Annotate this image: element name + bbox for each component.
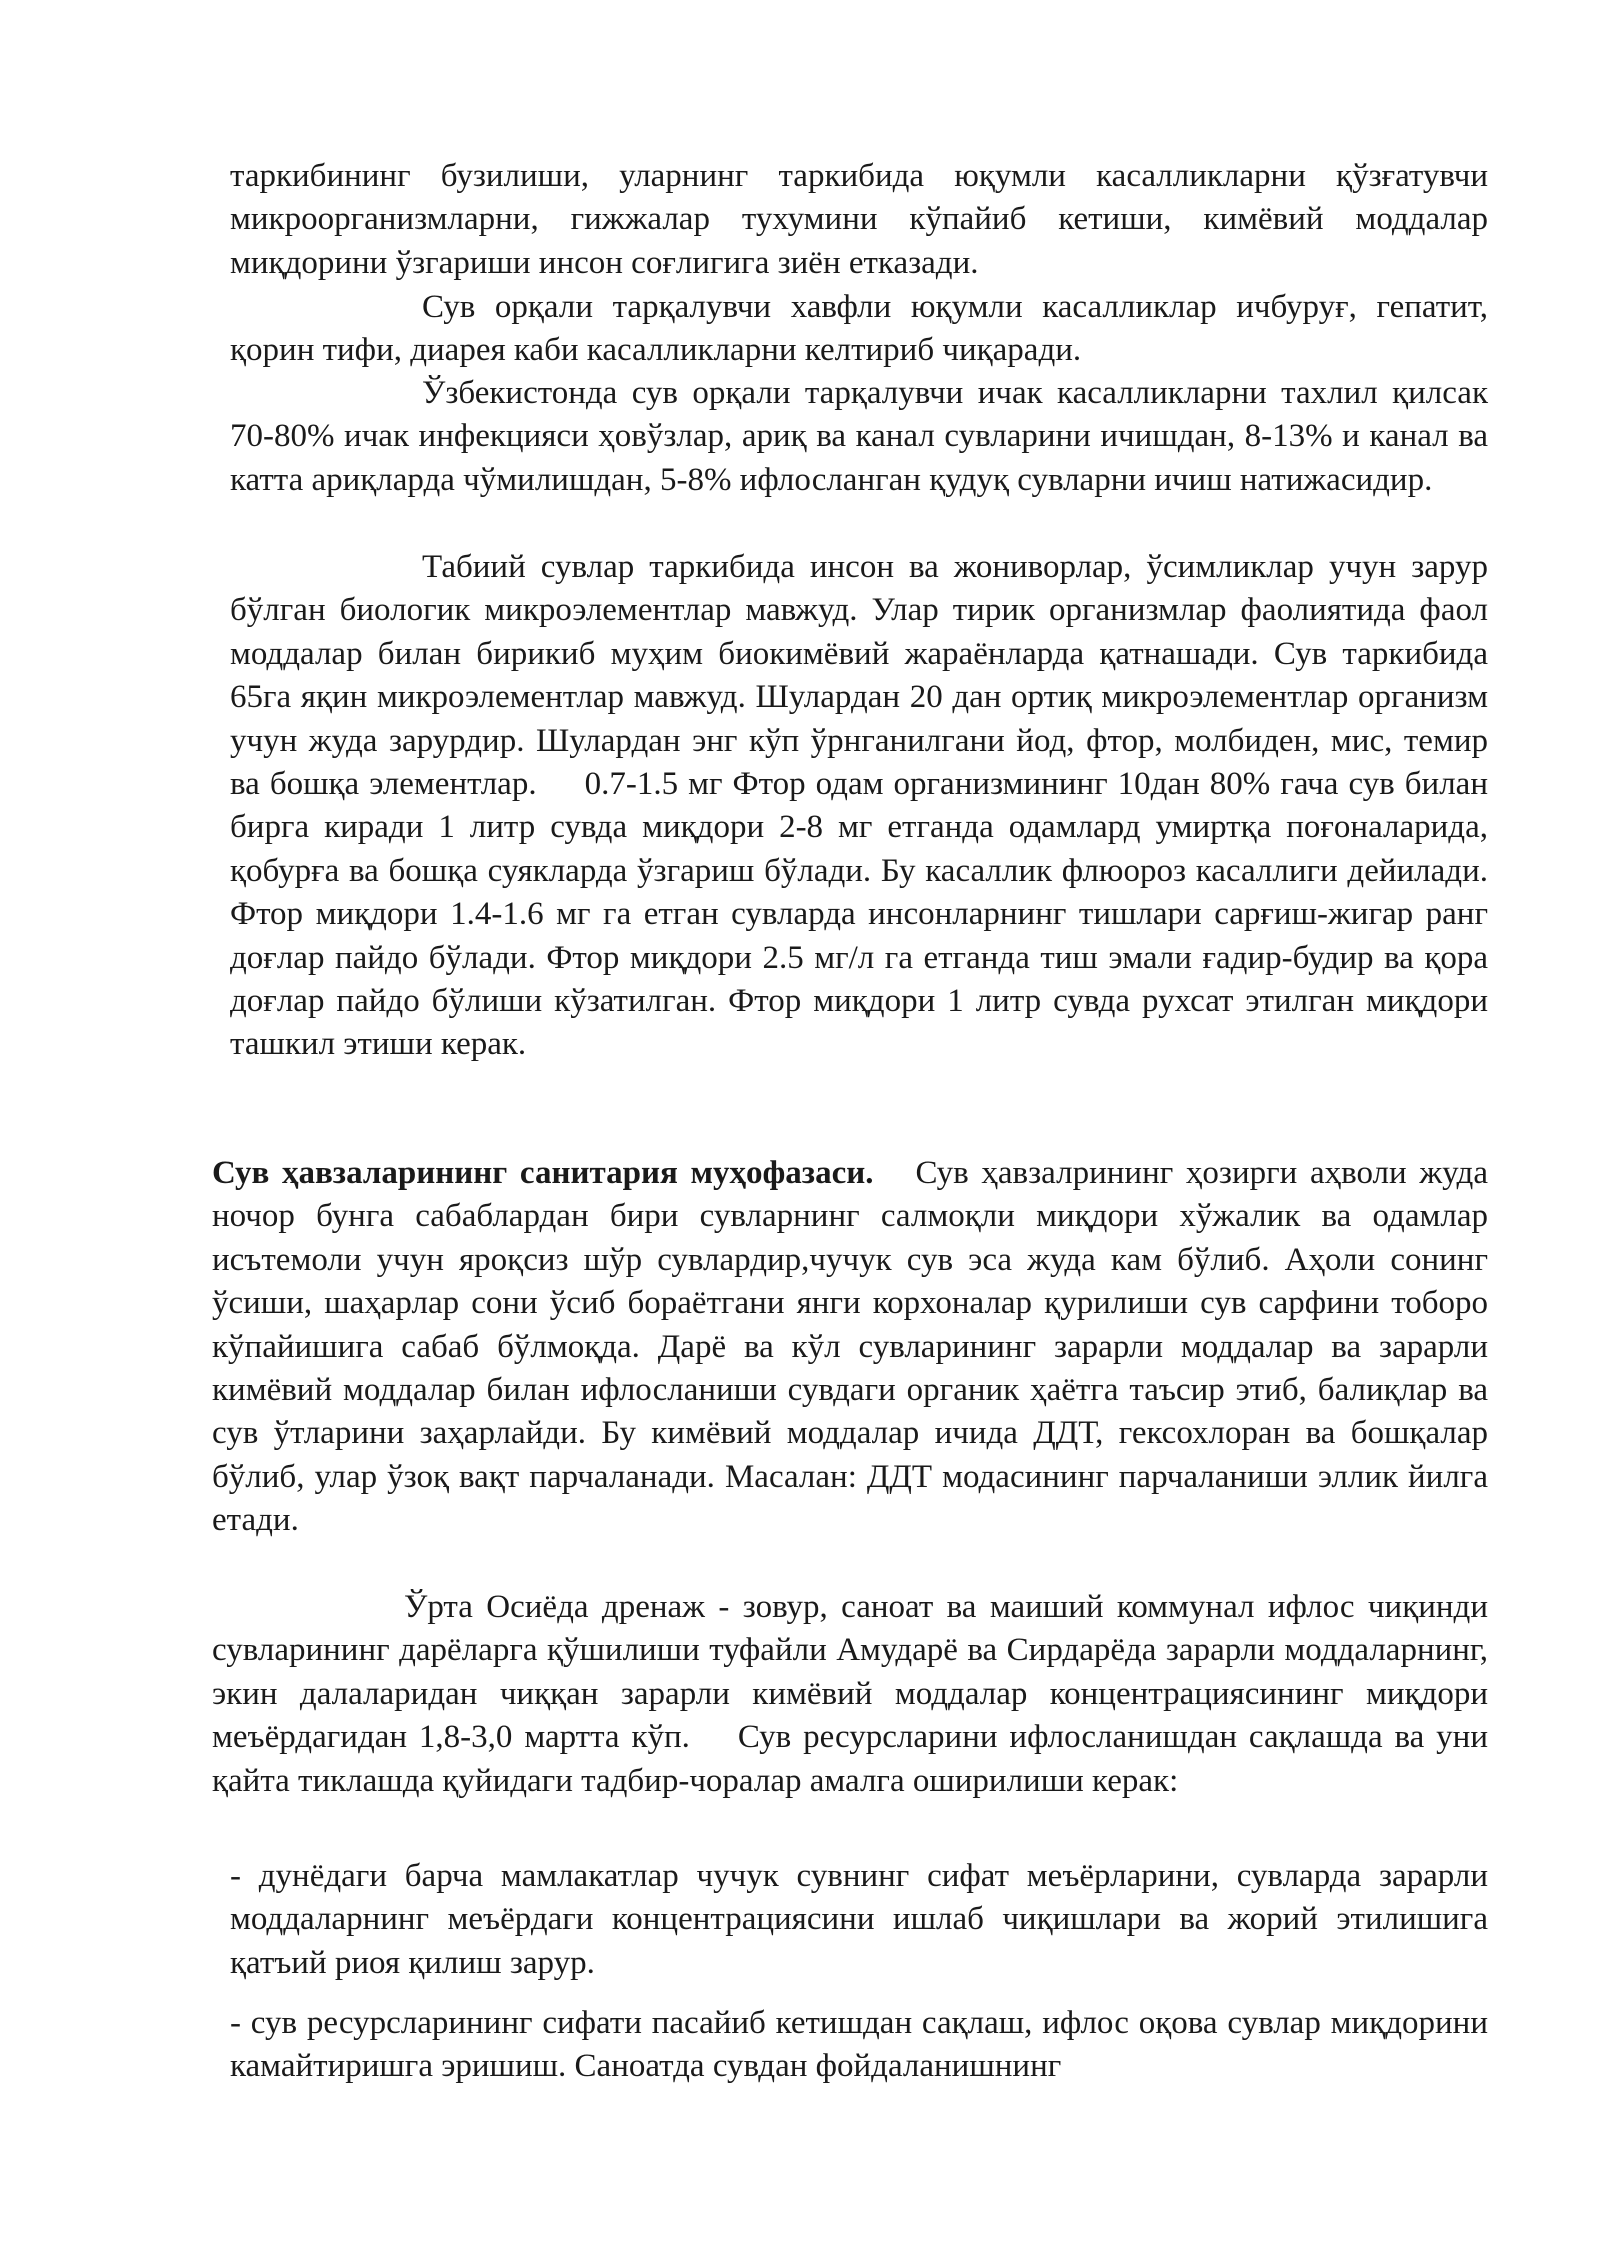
paragraph-microelements (230, 546, 1488, 1067)
list-item: - сув ресурсларининг сифати пасайиб кетишдан сақлаш, ифлос оқова сувлар миқдорини камайтиришга эришиш. Саноатда сувдан фойдаланишнинг (230, 2005, 1488, 2085)
measures-intro-text: Сув ресурсларини ифлосланишдан сақлашда ва уни қайта тиклашда қуйидаги тадбир-чоралар амалга оширилиши керак: (212, 1719, 1488, 1799)
paragraph-contamination-effects: таркибининг бузилиши, уларнинг таркибида юқумли касалликларни қўзғатувчи микроорганизмларни, гижжалар тухумини кўпайиб кетиши, кимёвий моддалар миқдорини ўзгариши инсон соғлигига зиён етказади. (230, 158, 1488, 281)
sanitary-protection-text: Сув ҳавзалрининг ҳозирги аҳволи жуда ночор бунга сабаблардан бири сувларнинг салмоқли миқдори хўжалик ва одамлар исътемоли учун яроқсиз шўр сувлардир,чучук сув эса жуда кам бўлиб. Аҳоли сонинг ўсиши, шаҳарлар сони ўсиб бораётгани янги корхоналар қурилиши сув сарфини тоборо кўпайишига сабаб бўлмоқда. Дарё ва кўл сувларининг зарарли моддалар ва зарарли кимёвий моддалар билан ифлосланиши сувдаги органик ҳаётга таъсир этиб, балиқлар ва сув ўтларини заҳарлайди. Бу кимёвий моддалар ичида ДДТ, гексохлоран ва бошқалар бўлиб, улар ўзоқ вақт парчаланади. Масалан: ДДТ модасининг парчаланиши эллик йилга етади. (212, 1155, 1488, 1539)
paragraph-waterborne-diseases: Сув орқали тарқалувчи хавфли юқумли касалликлар ичбуруғ, гепатит, қорин тифи, диарея каби касалликларни келтириб чиқаради. (230, 289, 1488, 369)
paragraph-sanitary-protection (212, 1152, 1488, 1543)
central-asia-text: Ўрта Осиёда дренаж - зовур, саноат ва маиший коммунал ифлос чиқинди сувларининг дарёларга қўшилиши туфайли Амударё ва Сирдарёда зарарли моддаларнинг, экин далаларидан чиққан зарарли кимёвий моддалар концентрациясининг миқдори меъёрдагидан 1,8-3,0 мартта кўп. (212, 1589, 1488, 1756)
paragraph-central-asia-pollution (212, 1586, 1488, 1803)
microelements-text: Табиий сувлар таркибида инсон ва жониворлар, ўсимликлар учун зарур бўлган биологик микроэлементлар мавжуд. Улар тирик организмлар фаолиятида фаол моддалар билан бирикиб муҳим биокимёвий жараёнларда қатнашади. Сув таркибида 65га яқин микроэлементлар мавжуд. Шулардан 20 дан ортиқ микроэлементлар организм учун жуда зарурдир. Шулардан энг кўп ўрнганилгани йод, фтор, молбиден, мис, темир ва бошқа элементлар. (230, 549, 1488, 803)
section-heading: Сув ҳавзаларининг санитария муҳофазаси. (212, 1155, 874, 1191)
fluorine-text: 0.7-1.5 мг Фтор одам организмининг 10дан 80% гача сув билан бирга киради 1 литр сувда миқдори 2-8 мг етганда одамлард умиртқа поғоналарида, қобурға ва бошқа суякларда ўзгариш бўлади. Бу касаллик флюороз касаллиги дейилади. Фтор миқдори 1.4-1.6 мг га етган сувларда инсонларнинг тишлари сарғиш-жигар ранг доғлар пайдо бўлади. Фтор миқдори 2.5 мг/л га етганда тиш эмали ғадир-будир ва қора доғлар пайдо бўлиши кўзатилган. Фтор миқдори 1 литр сувда рухсат этилган миқдори ташкил этиши керак. (230, 766, 1488, 1063)
list-item: - дунёдаги барча мамлакатлар чучук сувнинг сифат меъёрларини, сувларда зарарли моддаларнинг меъёрдаги концентрациясини ишлаб чиқишлари ва жорий этилишига қатъий риоя қилиш зарур. (230, 1858, 1488, 1981)
paragraph-uzbekistan-statistics: Ўзбекистонда сув орқали тарқалувчи ичак касалликларни тахлил қилсак 70-80% ичак инфекцияси ҳовўзлар, ариқ ва канал сувларини ичишдан, 8-13% и канал ва катта ариқларда чўмилишдан, 5-8% ифлосланган қудуқ сувларни ичиш натижасидир. (230, 375, 1488, 498)
